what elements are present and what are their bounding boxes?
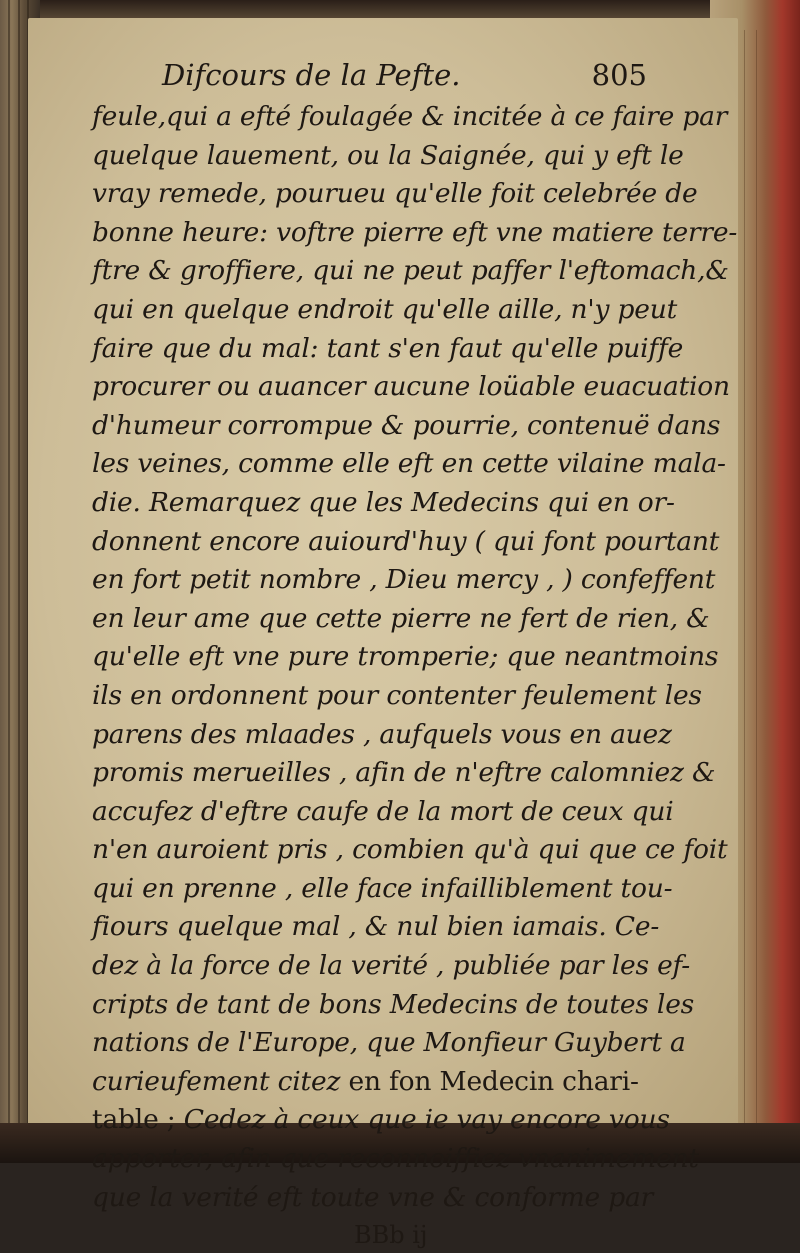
italic-text: cripts de tant de bons Medecins de toutes les	[92, 988, 695, 1020]
text-line	[92, 793, 674, 832]
italic-text: accufez d'eftre caufe de la mort de ceux qui	[92, 795, 674, 827]
text-line	[92, 561, 716, 600]
text-line	[92, 1140, 699, 1179]
italic-text: bonne heure: voftre pierre eft vne matiere terre-	[92, 216, 738, 248]
text-line	[92, 754, 716, 793]
text-lines	[92, 98, 738, 1217]
stack-stripe	[744, 30, 745, 1143]
text-line	[92, 1024, 686, 1063]
text-line	[92, 214, 738, 253]
italic-text: ils en ordonnent pour contenter feulement les	[92, 679, 702, 711]
text-line	[92, 137, 684, 176]
text-line	[92, 600, 710, 639]
italic-text: qui en quelque endroit qu'elle aille, n'y peut	[92, 293, 678, 325]
page-text	[92, 58, 738, 1253]
text-line	[92, 1179, 662, 1218]
text-line	[92, 291, 678, 330]
italic-text: fiours quelque mal , & nul bien iamais. Ce-	[92, 911, 660, 943]
stack-stripe	[756, 30, 757, 1143]
page-number: 805	[591, 58, 647, 92]
italic-text: faire que du mal: tant s'en faut qu'elle puiffe	[92, 332, 684, 364]
roman-text: en fon Medecin chari-	[348, 1065, 639, 1097]
italic-text: en leur ame que cette pierre ne fert de rien, &	[92, 602, 710, 634]
italic-text: les veines, comme elle eft en cette vilaine mala-	[92, 448, 726, 480]
text-line	[92, 947, 690, 986]
italic-text: qu'elle eft vne pure tromperie; que neantmoins	[92, 641, 719, 673]
text-line	[92, 716, 672, 755]
italic-text: n'en auroient pris , combien qu'à qui que ce foit	[92, 834, 728, 866]
italic-text: ftre & groffiere, qui ne peut paffer l'eftomach,&	[92, 255, 729, 287]
italic-text: Cedez à ceux que ie vay encore vous	[183, 1104, 670, 1136]
text-line	[92, 98, 728, 137]
edge-line	[8, 0, 10, 1163]
text-line	[92, 368, 730, 407]
italic-text: d'humeur corrompue & pourrie, contenuë dans	[92, 409, 721, 441]
text-line	[92, 870, 673, 909]
text-line	[92, 1063, 662, 1102]
italic-text: die. Remarquez que les Medecins qui en or-	[92, 486, 675, 518]
running-title: Difcours de la Pefte.	[162, 58, 461, 92]
italic-text: en fort petit nombre , Dieu mercy , ) confeffent	[92, 564, 716, 596]
italic-text: vray remede, pourueu qu'elle foit celebrée de	[92, 178, 698, 210]
italic-text: promis merueilles , afin de n'eftre calomniez &	[92, 757, 716, 789]
italic-text: dez à la force de la verité , publiée par les ef-	[92, 950, 690, 982]
text-line	[92, 445, 726, 484]
text-line	[92, 252, 729, 291]
text-line	[92, 523, 720, 562]
text-line	[92, 1101, 670, 1140]
text-line	[92, 638, 719, 677]
italic-text: procurer ou auancer aucune loüable euacuation	[92, 371, 730, 403]
italic-text: nations de l'Europe, que Monfieur Guybert a	[92, 1027, 686, 1059]
text-line	[92, 677, 702, 716]
text-line	[92, 407, 721, 446]
text-line	[92, 831, 728, 870]
text-line	[92, 330, 684, 369]
edge-line	[18, 0, 20, 1163]
text-line	[92, 484, 675, 523]
italic-text: que la verité eft toute vne & conforme par	[92, 1181, 654, 1213]
text-line	[92, 986, 695, 1025]
italic-text: donnent encore auiourd'huy ( qui font pourtant	[92, 525, 720, 557]
italic-text: quelque lauement, ou la Saignée, qui y eft le	[92, 139, 684, 171]
italic-text: parens des mlaades , aufquels vous en auez	[92, 718, 672, 750]
italic-text: qui en prenne , elle face infailliblement tou-	[92, 872, 673, 904]
page-header	[92, 58, 662, 98]
text-line	[92, 908, 662, 947]
signature-mark: BBb ij	[354, 1221, 428, 1250]
roman-text: table ;	[92, 1104, 184, 1136]
text-line	[92, 175, 698, 214]
italic-text: apporter, afin que reconnoiffiez vnanimement	[92, 1143, 699, 1175]
italic-text: curieufement citez	[92, 1065, 349, 1097]
top-shadow	[0, 0, 800, 20]
italic-text: feule,qui a efté foulagée & incitée à ce faire par	[92, 101, 728, 132]
